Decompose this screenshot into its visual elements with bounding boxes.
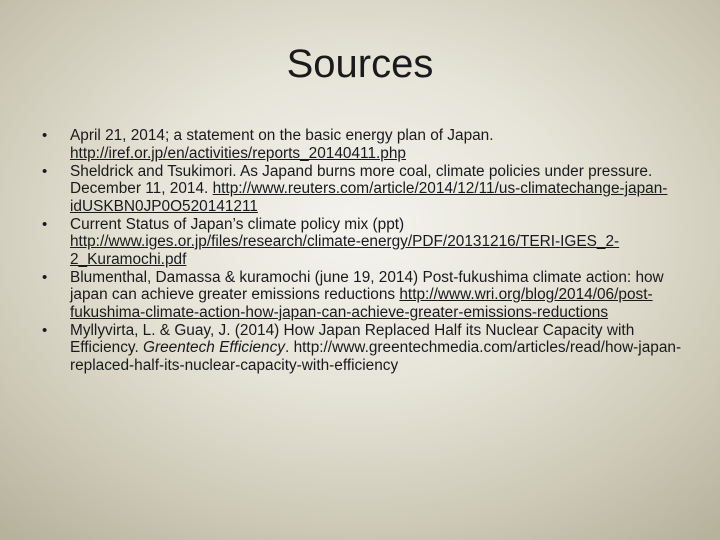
- source-text: Sheldrick and Tsukimori. As Japand burns more coal, climate policies under pressure. December 11, 2014.: [70, 162, 653, 197]
- sources-list: [42, 127, 682, 375]
- source-text: Blumenthal, Damassa & kuramochi (june 19, 2014) Post-fukushima climate action: how japan can achieve greater emissions reductions: [70, 268, 664, 303]
- source-text-container: [70, 163, 667, 215]
- source-item: [42, 163, 682, 216]
- source-text-container: [70, 216, 619, 268]
- source-url: http://www.greentechmedia.com/articles/read/how-japan-replaced-half-its-nuclear-capacity-with-efficiency: [70, 339, 682, 374]
- source-link[interactable]: http://www.reuters.com/article/2014/12/11/us-climatechange-japan-idUSKBN0JP0O520141211: [70, 180, 668, 215]
- source-item: [42, 127, 682, 162]
- source-text-after: .: [285, 339, 294, 356]
- source-text-container: [70, 127, 494, 162]
- source-text-container: [70, 322, 681, 374]
- source-text: Current Status of Japan’s climate policy mix (ppt): [70, 215, 405, 233]
- slide-title: Sources: [286, 42, 434, 86]
- source-link[interactable]: http://www.iges.or.jp/files/research/climate-energy/PDF/20131216/TERI-IGES_2-2_Kuramochi.pdf: [70, 233, 620, 268]
- source-item: [42, 216, 682, 269]
- source-link[interactable]: http://iref.or.jp/en/activities/reports_20140411.php: [70, 144, 406, 162]
- source-link[interactable]: http://www.wri.org/blog/2014/06/post-fukushima-climate-action-how-japan-can-achieve-greater-emissions-reductions: [70, 286, 653, 321]
- source-item: [42, 269, 682, 322]
- source-item: [42, 322, 682, 375]
- source-text-container: [70, 269, 664, 321]
- source-publication: Greentech Efficiency: [143, 339, 286, 356]
- source-text: April 21, 2014; a statement on the basic energy plan of Japan.: [70, 127, 494, 144]
- bullet-icon: •: [42, 162, 48, 180]
- bullet-icon: •: [42, 127, 48, 144]
- source-text: Myllyvirta, L. & Guay, J. (2014) How Japan Replaced Half its Nuclear Capacity with Efficiency.: [70, 321, 635, 356]
- bullet-icon: •: [42, 268, 48, 286]
- bullet-icon: •: [42, 321, 48, 339]
- bullet-icon: •: [42, 215, 48, 233]
